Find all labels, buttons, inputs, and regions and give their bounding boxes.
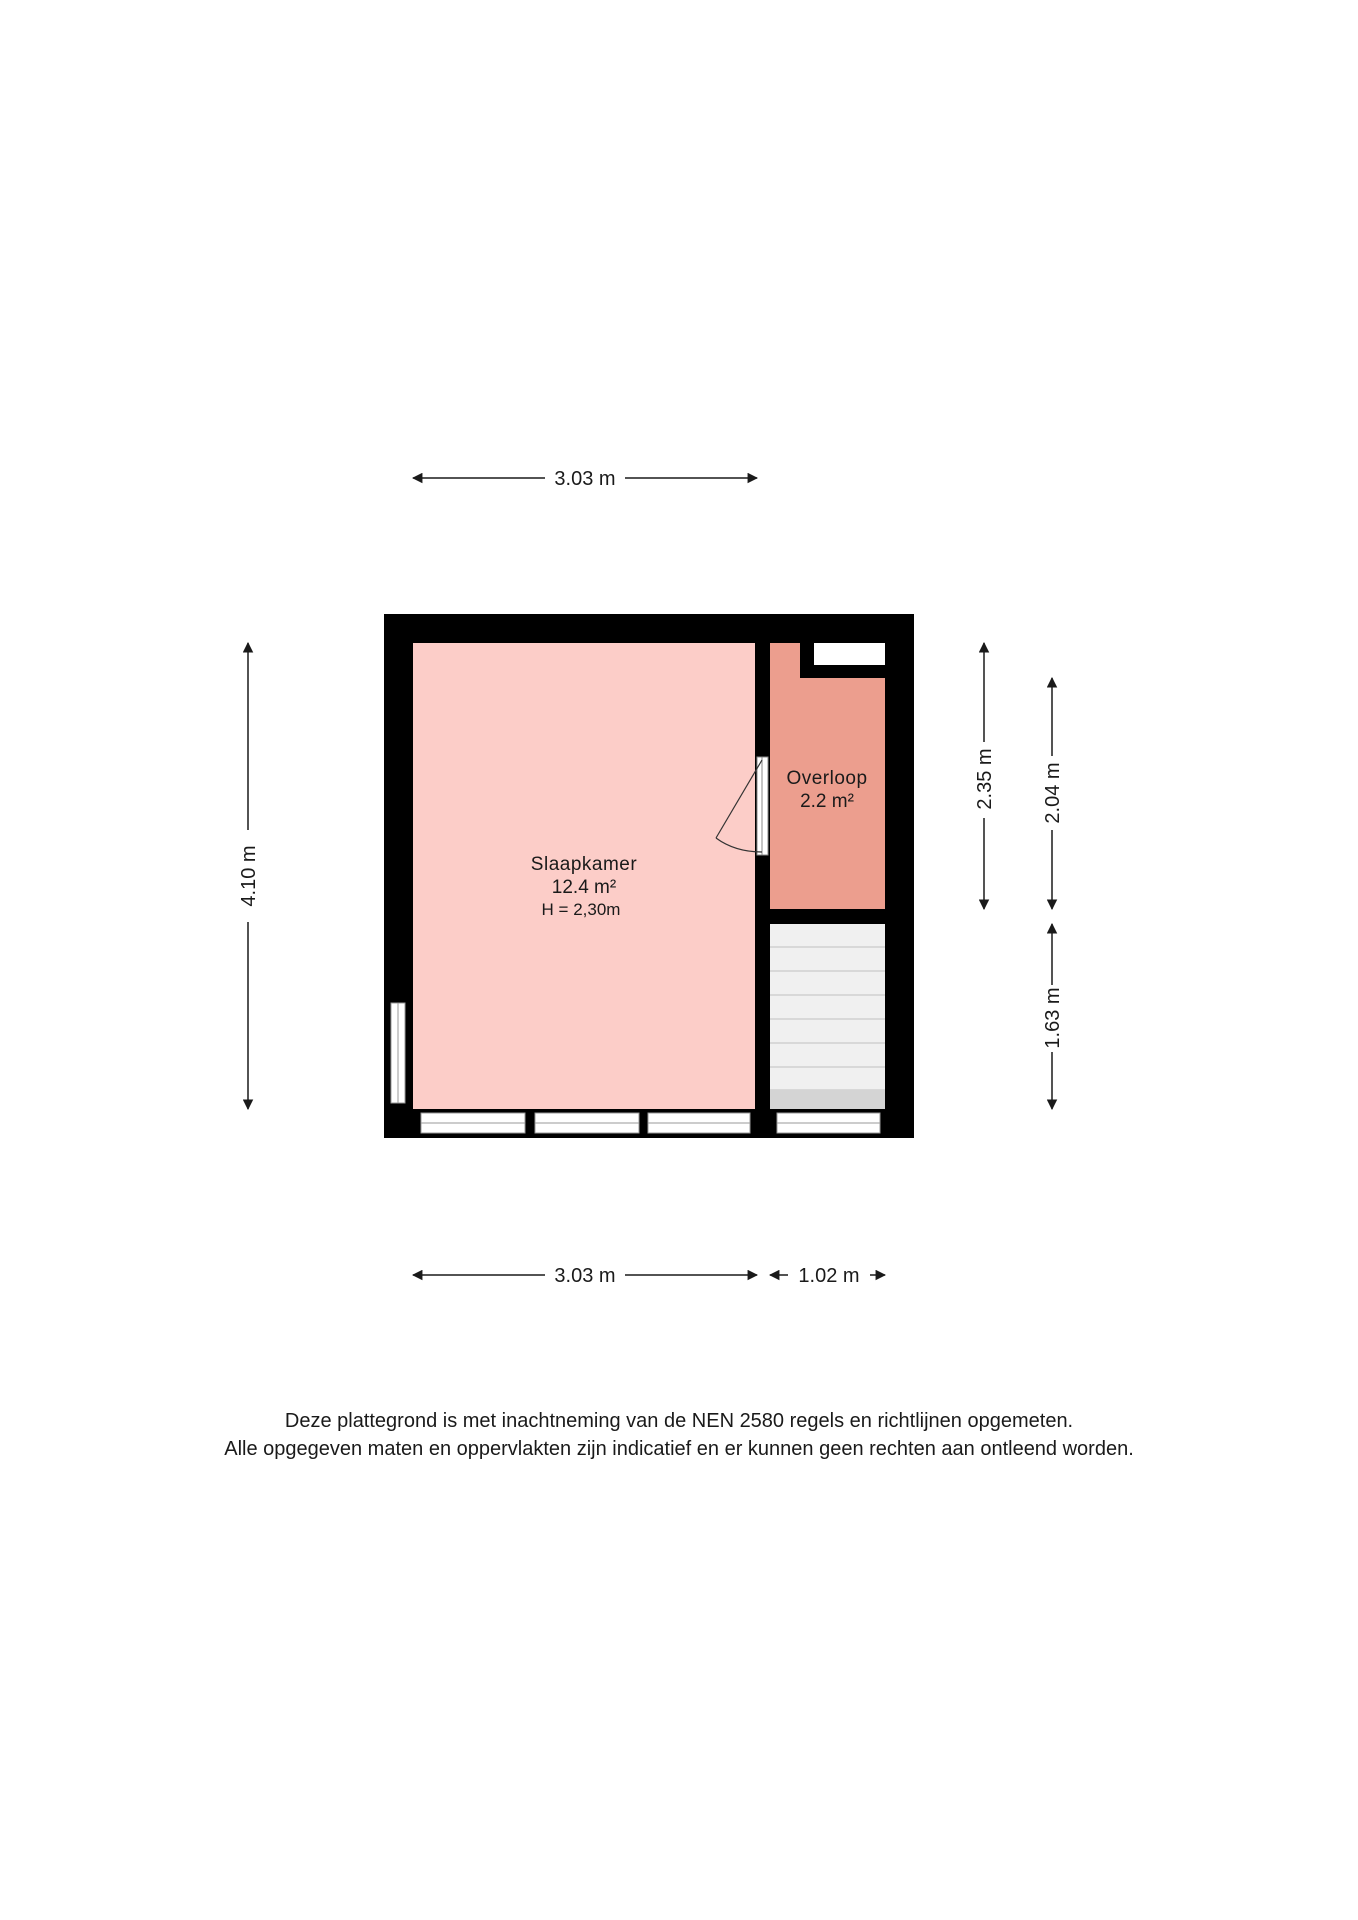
dimension-bottom [413, 1265, 885, 1287]
dimension-right-outer [1042, 678, 1064, 1109]
stairs [770, 924, 885, 1109]
dim-bottom-width-right: 1.02 m [798, 1265, 860, 1287]
slaapkamer-height: H = 2,30m [541, 900, 621, 919]
dim-right-outer-upper-height: 2.04 m [1042, 762, 1064, 824]
overloop-area: 2.2 m² [800, 791, 854, 812]
dim-right-upper-height: 2.35 m [974, 748, 996, 810]
dim-right-outer-lower-height: 1.63 m [1042, 987, 1064, 1049]
left-window [391, 1003, 405, 1103]
overloop-name: Overloop [786, 768, 868, 789]
dim-bottom-width-left: 3.03 m [554, 1265, 616, 1287]
niche [814, 643, 885, 665]
dimension-right-upper [974, 643, 996, 909]
disclaimer-line-2: Alle opgegeven maten en oppervlakten zijn indicatief en er kunnen geen rechten aan ontleend worden. [224, 1438, 1134, 1460]
dim-top-width: 3.03 m [554, 468, 616, 490]
dim-left-height: 4.10 m [238, 845, 260, 907]
dimension-left [238, 643, 260, 1109]
dimension-top [413, 468, 757, 490]
disclaimer-line-1: Deze plattegrond is met inachtneming van de NEN 2580 regels en richtlijnen opgemeten. [284, 1410, 1074, 1432]
slaapkamer-name: Slaapkamer [530, 854, 638, 875]
bottom-windows [421, 1113, 880, 1133]
room-slaapkamer [413, 643, 755, 1109]
slaapkamer-area: 12.4 m² [551, 877, 617, 898]
